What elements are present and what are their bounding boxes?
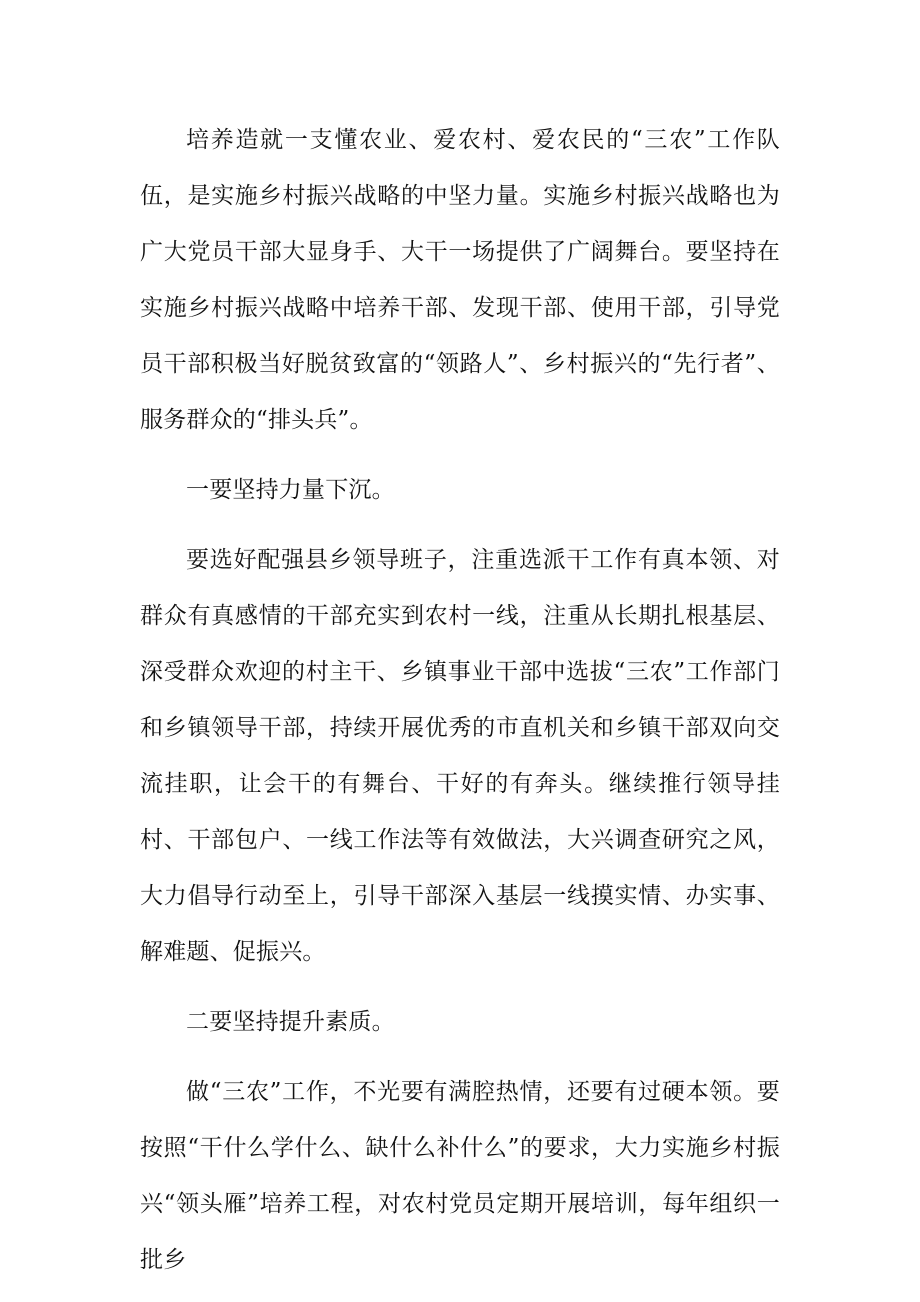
section-heading-1: 一要坚持力量下沉。 (186, 477, 395, 503)
paragraph-section-2: 做“三农”工作，不光要有满腔热情，还要有过硬本领。要按照“干什么学什么、缺什么补什么”的要求，大力实施乡村振兴“领头雁”培养工程，对农村党员定期开展培训，每年组织一批乡 (140, 1079, 780, 1273)
document-body (140, 112, 780, 1288)
section-heading-2: 二要坚持提升素质。 (186, 1009, 395, 1035)
paragraph-intro: 培养造就一支懂农业、爱农村、爱农民的“三农”工作队伍，是实施乡村振兴战略的中坚力量。实施乡村振兴战略也为广大党员干部大显身手、大干一场提供了广阔舞台。要坚持在实施乡村振兴战略中培养干部、发现干部、使用干部，引导党员干部积极当好脱贫致富的“领路人”、乡村振兴的“先行者”、服务群众的“排头兵”。 (140, 127, 780, 433)
paragraph-section-1: 要选好配强县乡领导班子，注重选派干工作有真本领、对群众有真感情的干部充实到农村一线，注重从长期扎根基层、深受群众欢迎的村主干、乡镇事业干部中选拔“三农”工作部门和乡镇领导干部，持续开展优秀的市直机关和乡镇干部双向交流挂职，让会干的有舞台、干好的有奔头。继续推行领导挂村、干部包户、一线工作法等有效做法，大兴调查研究之风，大力倡导行动至上，引导干部深入基层一线摸实情、办实事、解难题、促振兴。 (140, 547, 780, 965)
